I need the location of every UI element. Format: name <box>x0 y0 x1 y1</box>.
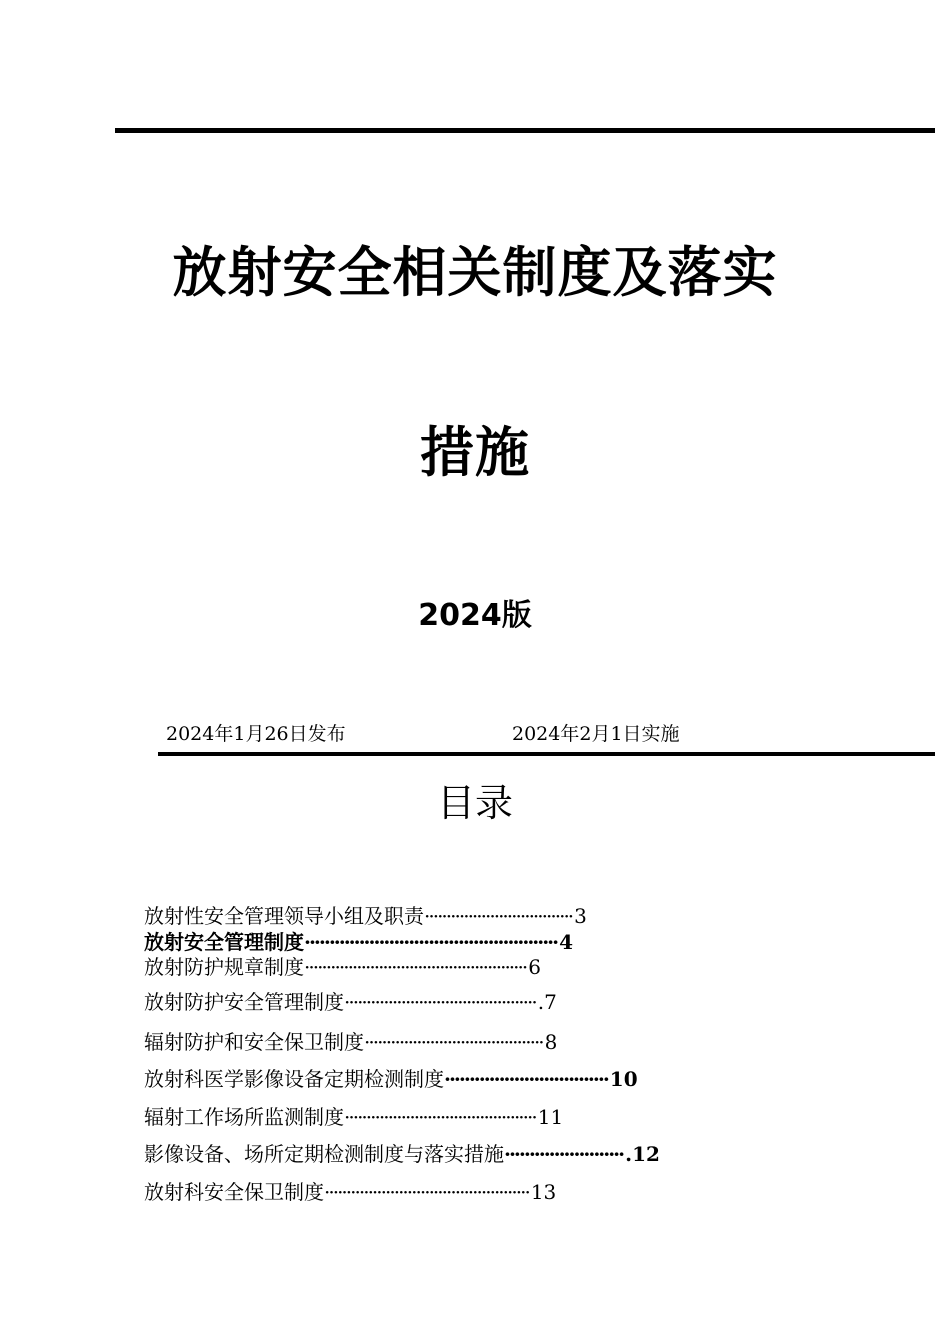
toc-entry-leader: ············································ <box>344 990 536 1014</box>
toc-entry-leader: ········································· <box>364 1030 543 1054</box>
publish-date: 2024年1月26日发布 <box>166 723 346 745</box>
toc-entry-leader: ························ <box>504 1142 624 1166</box>
toc-entry[interactable] <box>144 955 541 979</box>
toc-entry-leader: ································· <box>444 1067 608 1091</box>
toc-entry-leader: ··················································· <box>304 930 558 954</box>
toc-entry-page: 3 <box>574 904 587 928</box>
effective-date: 2024年2月1日实施 <box>512 723 680 745</box>
toc-entry[interactable] <box>144 904 587 928</box>
toc-entry-page: 8 <box>544 1030 558 1054</box>
document-title-line-2: 措施 <box>420 421 530 484</box>
toc-entry-leader: ··············································· <box>324 1180 529 1204</box>
toc-entry[interactable] <box>144 1105 563 1129</box>
toc-entry[interactable] <box>144 990 557 1014</box>
toc-entry-title: 放射性安全管理领导小组及职责 <box>144 904 424 928</box>
toc-entry-title: 放射科安全保卫制度 <box>144 1180 324 1204</box>
toc-entry[interactable] <box>144 1142 660 1166</box>
toc-entry-page: 6 <box>528 955 541 979</box>
toc-entry-title: 辐射工作场所监测制度 <box>144 1105 344 1129</box>
table-of-contents <box>144 0 824 1344</box>
toc-entry[interactable] <box>144 1067 638 1091</box>
toc-entry-page: .12 <box>625 1142 660 1166</box>
toc-entry[interactable] <box>144 1180 556 1204</box>
toc-entry-leader: ·································· <box>424 904 573 928</box>
toc-entry-page: 11 <box>537 1105 564 1129</box>
toc-entry[interactable] <box>144 930 573 954</box>
toc-entry-title: 放射科医学影像设备定期检测制度 <box>144 1067 444 1091</box>
toc-heading: 目录 <box>436 781 513 825</box>
toc-entry-title: 辐射防护和安全保卫制度 <box>144 1030 364 1054</box>
toc-entry-title: 放射防护安全管理制度 <box>144 990 344 1014</box>
toc-entry-title: 放射防护规章制度 <box>144 955 304 979</box>
toc-entry-page: .7 <box>537 990 557 1014</box>
toc-entry-title: 影像设备、场所定期检测制度与落实措施 <box>144 1142 504 1166</box>
toc-entry-title: 放射安全管理制度 <box>144 930 304 954</box>
document-title-line-1: 放射安全相关制度及落实 <box>172 241 778 304</box>
toc-entry-page: 4 <box>559 930 574 954</box>
toc-entry-leader: ············································ <box>344 1105 536 1129</box>
toc-entry-page: 10 <box>609 1067 638 1091</box>
toc-entry[interactable] <box>144 1030 557 1054</box>
toc-entry-leader: ··················································· <box>304 955 527 979</box>
toc-entry-page: 13 <box>530 1180 557 1204</box>
edition-label: 2024版 <box>418 598 532 633</box>
